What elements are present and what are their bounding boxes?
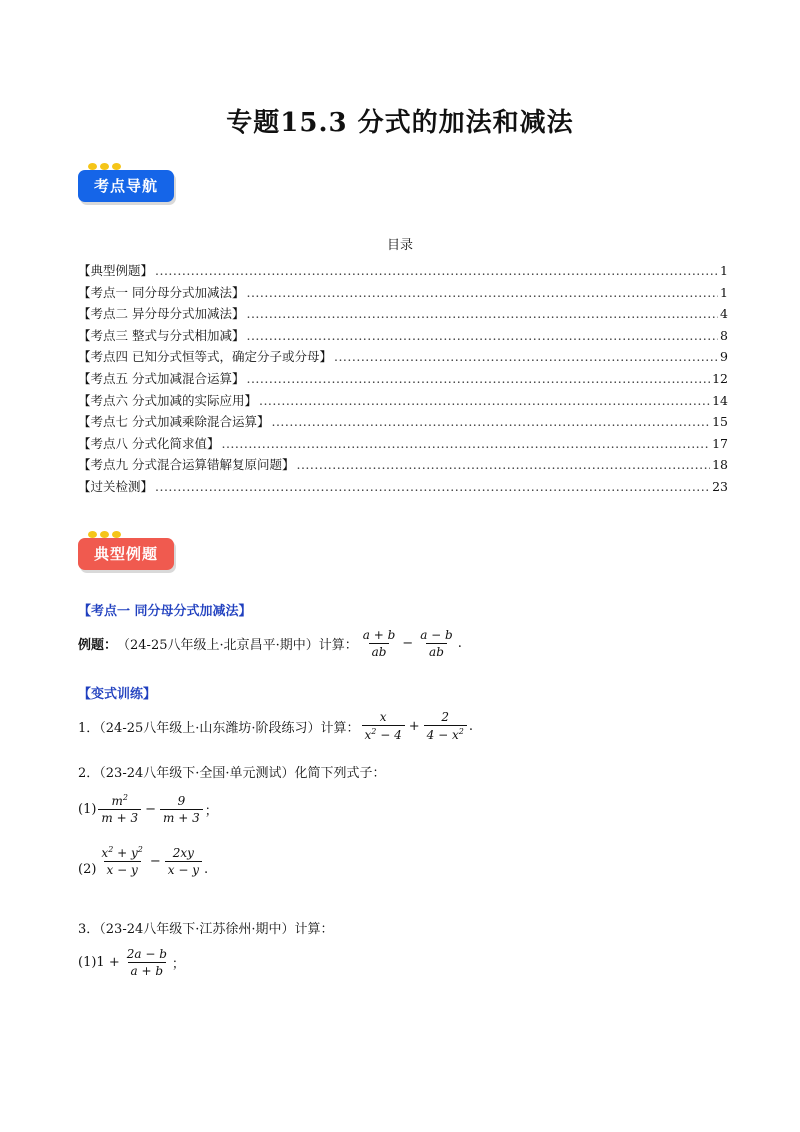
toc-entry-page: 1 bbox=[720, 284, 728, 300]
fraction: $\frac{a + b}{ab}$ bbox=[362, 628, 396, 659]
toc-entry[interactable] bbox=[78, 369, 728, 391]
toc-heading: 目录 bbox=[386, 238, 413, 253]
question-2-part-2: (2) $\frac{x^2 + y^2}{x - y}$ − $\frac{2xy}{x - y}$ . bbox=[78, 845, 209, 877]
toc-entry[interactable] bbox=[78, 283, 728, 305]
toc-entry[interactable] bbox=[78, 261, 728, 283]
toc-entry[interactable] bbox=[78, 347, 728, 369]
toc-entry-page: 18 bbox=[712, 457, 728, 473]
toc-entry-page: 15 bbox=[712, 414, 728, 430]
example-problem: 例题： （24-25八年级上·北京昌平·期中）计算： $\frac{a + b}{ab}$ − $\frac{a - b}{ab}$ . bbox=[78, 628, 462, 659]
toc-leader-dots bbox=[259, 393, 710, 408]
toc-entry-page: 8 bbox=[720, 327, 728, 343]
toc-entry[interactable] bbox=[78, 304, 728, 326]
question-1: 1．（24-25八年级上·山东潍坊·阶段练习）计算： $\frac{x}{x^2 - 4}$ + $\frac{2}{4 - x^2}$ . bbox=[78, 710, 473, 742]
example-badge bbox=[78, 531, 174, 570]
toc-entry-label: 【考点八 分式化简求值】 bbox=[78, 435, 220, 451]
toc-entry-page: 1 bbox=[720, 263, 728, 278]
toc-leader-dots bbox=[246, 328, 718, 343]
example-text: （24-25八年级上·北京昌平·期中）计算： bbox=[117, 638, 358, 653]
table-of-contents bbox=[78, 261, 728, 499]
toc-entry-label: 【考点三 整式与分式相加减】 bbox=[78, 327, 245, 343]
toc-entry-label: 【考点二 异分母分式加减法】 bbox=[78, 306, 245, 322]
question-2: 2．（23-24八年级下·全国·单元测试）化简下列式子： bbox=[78, 766, 386, 781]
toc-entry-label: 【考点六 分式加减的实际应用】 bbox=[78, 392, 257, 408]
toc-leader-dots bbox=[271, 414, 710, 429]
example-label: 例题： bbox=[78, 638, 118, 653]
toc-entry[interactable] bbox=[78, 326, 728, 348]
toc-entry-label: 【考点四 已知分式恒等式，确定分子或分母】 bbox=[78, 349, 332, 365]
toc-leader-dots bbox=[334, 349, 718, 364]
fraction: $\frac{x^2 + y^2}{x - y}$ bbox=[101, 845, 143, 877]
question-3: 3．（23-24八年级下·江苏徐州·期中）计算： bbox=[78, 922, 334, 937]
fraction: $\frac{2}{4 - x^2}$ bbox=[424, 710, 467, 742]
toc-entry[interactable] bbox=[78, 434, 728, 456]
nav-badge-label: 考点导航 bbox=[78, 170, 174, 202]
toc-entry-page: 17 bbox=[712, 435, 728, 451]
toc-leader-dots bbox=[155, 263, 718, 278]
fraction: $\frac{9}{m + 3}$ bbox=[160, 794, 203, 825]
toc-entry[interactable] bbox=[78, 455, 728, 477]
toc-leader-dots bbox=[221, 436, 710, 451]
question-3-part-1: (1) 1 + $\frac{2a - b}{a + b}$ ； bbox=[78, 947, 185, 978]
section-heading: 【考点一 同分母分式加减法】 bbox=[78, 604, 252, 619]
toc-entry-page: 12 bbox=[712, 370, 728, 386]
toc-entry-page: 9 bbox=[720, 349, 728, 365]
example-badge-label: 典型例题 bbox=[78, 538, 174, 570]
toc-entry-label: 【典型例题】 bbox=[78, 263, 154, 278]
toc-entry[interactable] bbox=[78, 477, 728, 499]
toc-leader-dots bbox=[155, 479, 710, 494]
toc-entry[interactable] bbox=[78, 391, 728, 413]
fraction: $\frac{m^2}{m + 3}$ bbox=[98, 793, 141, 825]
fraction: $\frac{2xy}{x - y}$ bbox=[165, 846, 202, 877]
toc-leader-dots bbox=[296, 457, 710, 472]
variant-heading: 【变式训练】 bbox=[78, 687, 157, 702]
toc-entry-label: 【过关检测】 bbox=[78, 478, 154, 494]
toc-entry-page: 4 bbox=[720, 306, 728, 322]
toc-entry[interactable] bbox=[78, 412, 728, 434]
toc-entry-label: 【考点五 分式加减混合运算】 bbox=[78, 370, 245, 386]
toc-leader-dots bbox=[246, 285, 718, 300]
fraction: $\frac{a - b}{ab}$ bbox=[420, 628, 453, 659]
toc-entry-page: 14 bbox=[712, 392, 728, 408]
fraction: $\frac{2a - b}{a + b}$ bbox=[126, 947, 167, 978]
nav-badge bbox=[78, 163, 174, 202]
toc-leader-dots bbox=[246, 306, 718, 321]
toc-leader-dots bbox=[246, 371, 710, 386]
toc-entry-label: 【考点一 同分母分式加减法】 bbox=[78, 284, 245, 300]
page-title: 专题15.3 分式的加法和减法 bbox=[226, 108, 574, 138]
question-2-part-1: (1) $\frac{m^2}{m + 3}$ − $\frac{9}{m + 3}$ ； bbox=[78, 793, 218, 825]
toc-entry-page: 23 bbox=[712, 478, 728, 494]
fraction: $\frac{x}{x^2 - 4}$ bbox=[362, 710, 405, 742]
toc-entry-label: 【考点七 分式加减乘除混合运算】 bbox=[78, 414, 270, 430]
toc-entry-label: 【考点九 分式混合运算错解复原问题】 bbox=[78, 457, 295, 473]
